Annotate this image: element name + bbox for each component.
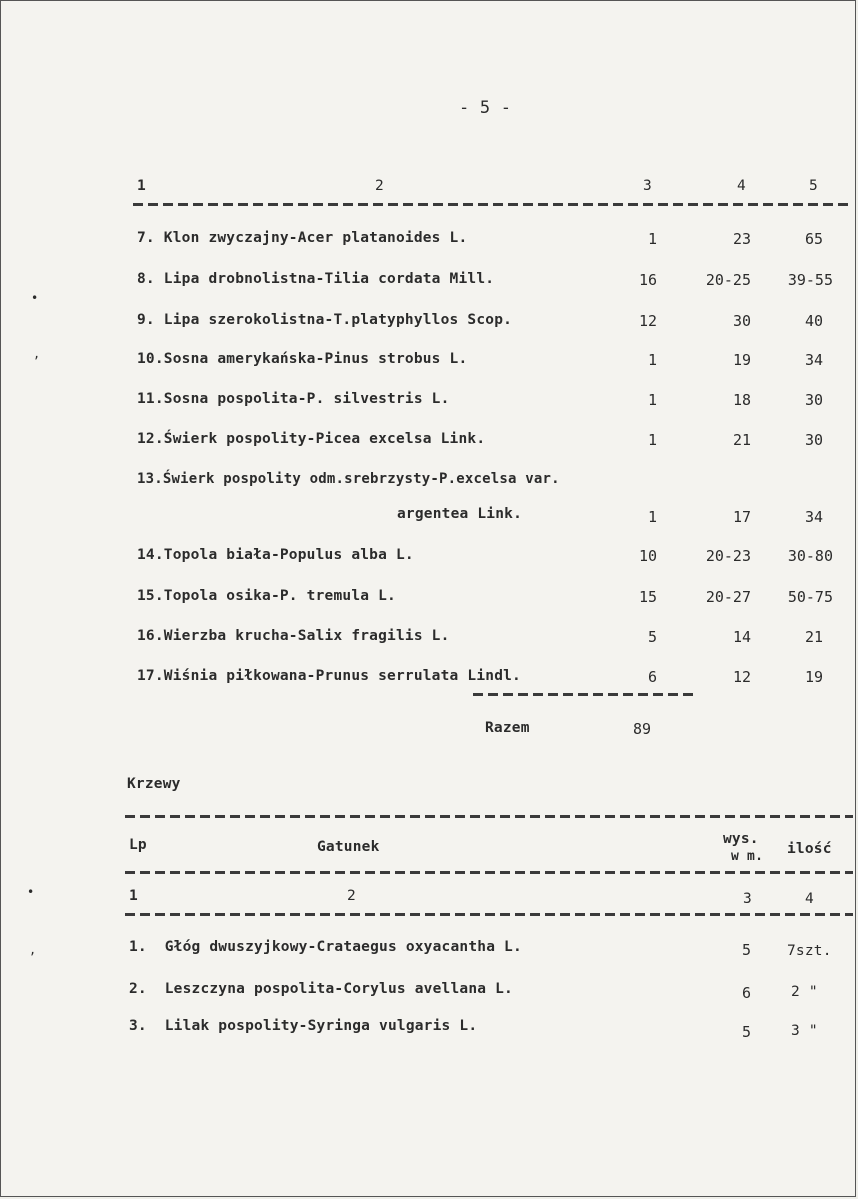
total-rule [473,693,693,696]
tree-row-name: 16.Wierzba krucha-Salix fragilis L. [137,628,450,644]
tree-row-name: 14.Topola biała-Populus alba L. [137,547,414,563]
margin-speck: , [33,347,41,361]
total-value: 89 [632,720,651,738]
tree-row-age: 30-80 [787,547,833,565]
margin-speck: • [27,885,35,899]
shrub-row-name: 3. Lilak pospolity-Syringa vulgaris L. [129,1018,478,1034]
tree-row-age: 65 [804,230,823,248]
total-label: Razem [485,720,530,736]
shrubs-header-col1: 1 [129,888,138,904]
shrubs-top-rule [125,815,853,818]
tree-row-age: 19 [804,668,823,686]
tree-row-count: 1 [647,230,657,248]
tree-row-name: 11.Sosna pospolita-P. silvestris L. [137,391,450,407]
tree-row-height: 17 [732,508,751,526]
tree-row-count: 12 [638,312,657,330]
tree-row-count: 5 [647,628,657,646]
trees-header-col3: 3 [643,178,652,194]
tree-row-height: 14 [732,628,751,646]
tree-row-name: 13.Świerk pospolity odm.srebrzysty-P.excelsa var. [137,471,560,487]
trees-header-col5: 5 [809,178,818,194]
tree-row-age: 39-55 [787,271,833,289]
shrub-row-count: 2 " [791,984,818,1000]
tree-row-age: 34 [804,508,823,526]
tree-row-name: 10.Sosna amerykańska-Pinus strobus L. [137,351,468,367]
margin-speck: , [29,943,37,957]
tree-row-count: 16 [638,271,657,289]
shrubs-col-height-1: wys. [723,831,759,847]
tree-row-height: 12 [732,668,751,686]
tree-row-name: 8. Lipa drobnolistna-Tilia cordata Mill. [137,271,495,287]
shrubs-header-col4: 4 [805,891,814,907]
tree-row-count: 6 [647,668,657,686]
tree-row-age: 30 [804,391,823,409]
trees-header-col2: 2 [375,178,384,194]
tree-row-count: 1 [647,431,657,449]
tree-row-height: 19 [732,351,751,369]
tree-row-age: 40 [804,312,823,330]
shrub-row-name: 1. Głóg dwuszyjkowy-Crataegus oxyacantha L. [129,939,522,955]
tree-row-count: 1 [647,351,657,369]
tree-row-name: 17.Wiśnia piłkowana-Prunus serrulata Lindl. [137,668,521,684]
tree-row-count: 1 [647,391,657,409]
tree-row-count: 1 [647,508,657,526]
shrub-row-count: 3 " [791,1023,818,1039]
tree-row-height: 23 [732,230,751,248]
tree-row-name: 7. Klon zwyczajny-Acer platanoides L. [137,230,468,246]
tree-row-age: 21 [804,628,823,646]
shrub-row-count: 7szt. [787,943,832,959]
trees-header-rule [133,203,851,206]
shrubs-col-header-rule [125,913,853,916]
trees-header-col4: 4 [737,178,746,194]
tree-row-count: 10 [638,547,657,565]
tree-row-name-continued: argentea Link. [397,506,523,522]
shrubs-header-col3: 3 [743,891,752,907]
tree-row-name: 15.Topola osika-P. tremula L. [137,588,396,604]
shrub-row-height: 5 [741,1023,751,1041]
margin-speck: • [31,291,39,305]
tree-row-age: 30 [804,431,823,449]
shrub-row-height: 6 [741,984,751,1002]
trees-header-col1: 1 [137,178,146,194]
shrubs-title: Krzewy [127,776,181,792]
tree-row-height: 20-27 [705,588,751,606]
tree-row-age: 34 [804,351,823,369]
shrubs-col-species: Gatunek [317,839,380,855]
page-number: - 5 - [459,98,512,118]
shrub-row-height: 5 [741,941,751,959]
shrubs-col-lp: Lp [129,837,147,853]
tree-row-height: 30 [732,312,751,330]
tree-row-height: 20-23 [705,547,751,565]
shrubs-col-height-2: w m. [731,849,764,864]
shrubs-header-rule [125,871,853,874]
tree-row-height: 21 [732,431,751,449]
tree-row-height: 20-25 [705,271,751,289]
tree-row-name: 12.Świerk pospolity-Picea excelsa Link. [137,431,486,447]
shrub-row-name: 2. Leszczyna pospolita-Corylus avellana L. [129,981,513,997]
tree-row-height: 18 [732,391,751,409]
shrubs-header-col2: 2 [347,888,356,904]
tree-row-count: 15 [638,588,657,606]
shrubs-col-count: ilość [787,841,832,857]
tree-row-age: 50-75 [787,588,833,606]
tree-row-name: 9. Lipa szerokolistna-T.platyphyllos Scop. [137,312,513,328]
